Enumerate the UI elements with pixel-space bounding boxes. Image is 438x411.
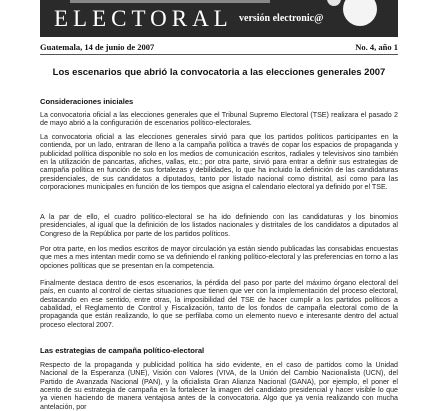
section-heading: Consideraciones iniciales [40, 97, 134, 106]
section-heading: Las estrategias de campaña político-electoral [40, 346, 205, 355]
masthead-decoration [343, 0, 377, 26]
article-headline: Los escenarios que abrió la convocatoria a las elecciones generales 2007 [52, 67, 386, 78]
dateline-rule [40, 54, 398, 55]
masthead-decoration-small [327, 0, 341, 6]
newsletter-title: ELECTORAL [54, 6, 233, 31]
edition-label: versión electronic@ [239, 13, 324, 24]
masthead-top-band [70, 0, 270, 3]
paragraph: Finalmente destaca dentro de esos escenarios, la pérdida del paso por parte del máximo órgano electoral del país, en cuanto al control de ciertas situaciones que tienen que ver con la implementación del proceso electoral, destacando en ese sentido, entre otras, la imposibilidad del TSE de hacer cumplir a los partidos políticos a cabalidad, el Reglamento de Control y Fiscalización, tanto de los fondos de campaña electoral como de la propaganda que están realizando, lo que se perfilaba como un elemento nuevo e interesante dentro del actual proceso electoral 2007. [40, 279, 398, 329]
dateline [40, 42, 398, 52]
issue-date: Guatemala, 14 de junio de 2007 [40, 42, 155, 52]
masthead-banner [40, 0, 398, 37]
paragraph: La convocatoria oficial a las elecciones generales que el Tribunal Supremo Electoral (TSE) realizara el pasado 2 de mayo abrió a la configuración de escenarios político-electorales. [40, 111, 398, 128]
paragraph: A la par de ello, el cuadro político-electoral se ha ido definiendo con las candidaturas y los binomios presidenciales, al igual que la definición de los listados nacionales y distritales de los candidatos a diputados al Congreso de la República por parte de los partidos políticos. [40, 213, 398, 238]
paragraph: Por otra parte, en los medios escritos de mayor circulación ya están siendo publicadas las consabidas encuestas que mes a mes intentan medir como se va definiendo el ranking político-electoral y las preferencias en torno a las opciones políticas que se presentan en la competencia. [40, 245, 398, 270]
paragraph: La convocatoria oficial a las elecciones generales sirvió para que los partidos políticos participantes en la contienda, por un lado, entraran de lleno a la campaña política a través de copar los espacios de propaganda y publicidad política disponible no solo en los medios de comunicación escritos, radiales y televisivos sino también en la utilización de pancartas, afiches, vallas, etc.; por otra parte, sirvió para entrar a definir sus estrategias de campaña política en función de sus fortalezas y debilidades, lo que ha incluido la definición de las candidaturas presidenciales, de sus candidatos a diputados, tanto por listado nacional como distrital, así como para las corporaciones municipales en función de los tiempos que asigna el calendario electoral ya definido por el TSE. [40, 133, 398, 192]
paragraph: Respecto de la propaganda y publicidad política ha sido evidente, en el caso de partidos como la Unidad Nacional de la Esperanza (UNE), Visión con Valores (VIVA, de la Unión del Cambio Nacionalista (UCN), del Partido de Avanzada Nacional (PAN), y la oficialista Gran Alianza Nacional (GANA), por ejemplo, el poner el acento de su estrategia de campaña en la fortalecer la imagen del candidato presidencial y hacer visible lo que ya vienen haciendo de manera ventajosa antes de la convocatoria. Algo que ya venía realizando con mucha antelación, por [40, 361, 398, 411]
issue-number: No. 4, año 1 [355, 42, 398, 52]
